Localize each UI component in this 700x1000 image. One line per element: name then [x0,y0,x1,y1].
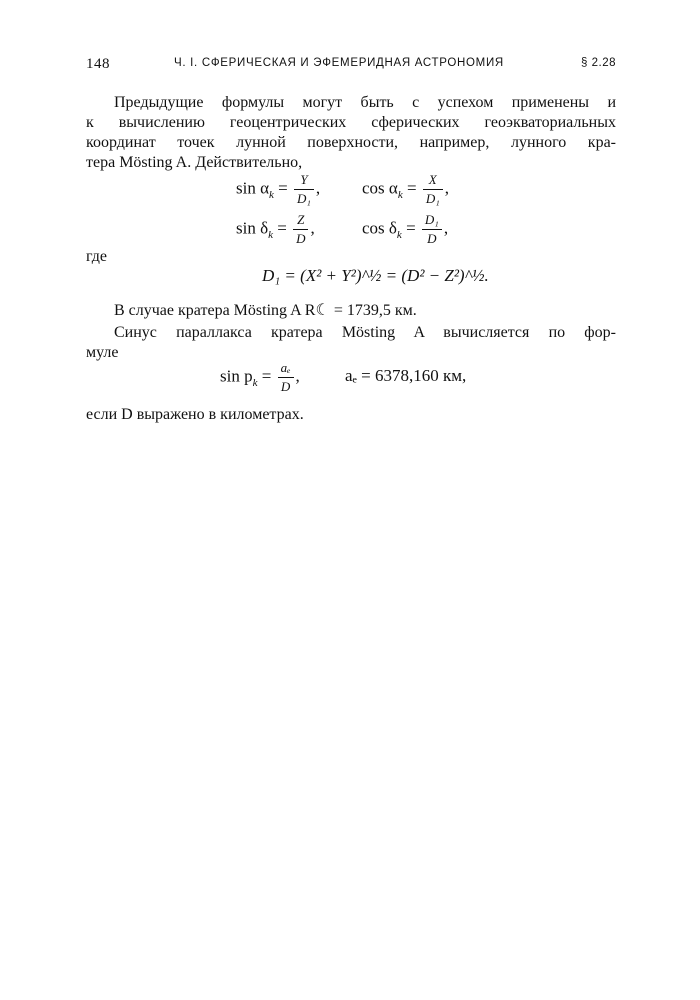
text-line: координат точек лунной поверхности, например, лунного кра- [86,134,616,151]
formula-sin-delta: $\sin \delta_k$ = $\frac{Z}{D}$ , [236,212,315,246]
fraction [422,212,442,247]
denominator: D₁ [296,191,311,206]
formula-ae: aₑ = 6378,160 км, [345,366,467,385]
paragraph-units [86,405,616,425]
numerator: Z [293,212,308,230]
paragraph-parallax [86,323,616,363]
formula-lhs: sin α [236,178,269,198]
fraction [278,360,294,395]
text-line: к вычислению геоцентрических сферических геоэкваториальных [86,114,616,131]
fraction [293,212,308,247]
text-line: муле [86,344,119,361]
formula-subscript: k [252,376,258,389]
running-header [86,56,616,74]
text-line: Синус параллакса кратера Mösting A вычисляется по фор- [114,324,616,341]
formula-lhs: sin δ [236,218,269,238]
numerator: Y [294,172,314,190]
where-label: где [86,248,108,265]
paragraph-radius [86,301,616,321]
formula-subscript: k [397,188,403,201]
formula-lhs: cos δ [362,218,397,238]
formula-cos-delta: $\cos \delta_k$ = $\frac{\text{D₁}}{D}$ , [362,212,449,246]
running-title: Ч. I. СФЕРИЧЕСКАЯ И ЭФЕМЕРИДНАЯ АСТРОНОМИЯ [174,57,504,69]
fraction [294,172,314,207]
formula-subscript: k [269,188,274,201]
denominator: D [280,379,291,394]
fraction [423,172,443,207]
numerator: aₑ [278,360,294,378]
numerator: X [423,172,443,190]
formula-subscript: k [396,228,402,241]
denominator: D [296,231,306,246]
section-number: § 2.28 [581,57,616,69]
formula-lhs: sin p [220,366,253,386]
text-line: Предыдущие формулы могут быть с успехом применены и [114,94,616,111]
numerator: D₁ [422,212,442,230]
text-line: если D выражено в километрах. [86,406,304,423]
formula-sin-alpha: $\sin \alpha_k$ = $\frac{Y}{\text{D₁}}$ , [236,172,321,206]
formula-parallax: $\sin p_k$ = $\frac{\text{aₑ}}{D}$ , [220,360,300,394]
formula-d1: D₁ = (X² + Y²)^½ = (D² − Z²)^½. [262,266,489,285]
formula-subscript: k [268,228,273,241]
formula-cos-alpha: $\cos \alpha_k$ = $\frac{X}{\text{D₁}}$ , [362,172,449,206]
denominator: D₁ [425,191,440,206]
formula-lhs: cos α [362,178,398,198]
text-line: В случае кратера Mösting A R☾ = 1739,5 км. [114,302,417,319]
text-line: тера Mösting A. Действительно, [86,154,303,171]
paragraph-intro [86,93,616,173]
denominator: D [427,231,437,246]
page-number: 148 [86,56,110,72]
